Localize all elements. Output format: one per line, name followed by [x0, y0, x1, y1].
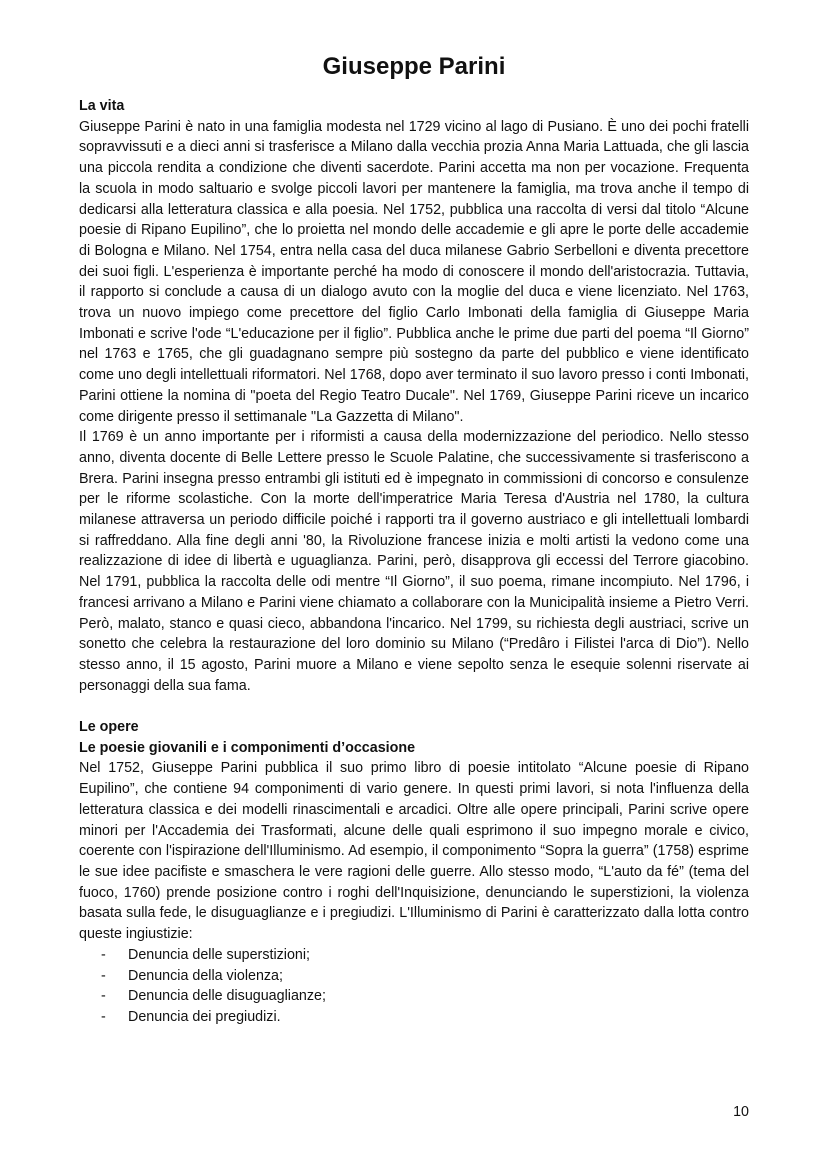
section-heading-opere: Le opere	[79, 719, 139, 736]
page-number: 10	[733, 1104, 749, 1120]
paragraph-vita-1: Giuseppe Parini è nato in una famiglia modesta nel 1729 vicino al lago di Pusiano. È uno dei pochi fratelli sopravvissuti e a dieci anni si trasferisce a Milano dalla vecchia prozia Anna Maria Lattuada, che gli lascia una piccola rendita a condizione che diventi sacerdote. Parini accetta ma non per vocazione. Frequenta la scuola in modo saltuario e svolge piccoli lavori per mantenere la famiglia, ma trova anche il tempo di dedicarsi alla letteratura classica e alla poesia. Nel 1752, pubblica una raccolta di versi dal titolo “Alcune poesie di Ripano Eupilino”, che lo proietta nel mondo delle accademie e gli apre le porte delle accademie di Bologna e Milano. Nel 1754, entra nella casa del duca milanese Gabrio Serbelloni e diventa precettore dei suoi figli. L'esperienza è importante perché ha modo di conoscere il mondo dell'aristocrazia. Tuttavia, il rapporto si conclude a causa di un dialogo avuto con la moglie del duca e viene licenziato. Nel 1763, trova un nuovo impiego come precettore del figlio Carlo Imbonati della famiglia di Giuseppe Maria Imbonati e scrive l'ode “L'educazione per il figlio”. Pubblica anche le prime due parti del poema “Il Giorno” nel 1763 e 1765, che gli guadagnano sempre più sostegno da parte del pubblico e viene identificato come uno degli intellettuali riformatori. Nel 1768, dopo aver terminato il suo lavoro presso i conti Imbonati, Parini ottiene la nomina di "poeta del Regio Teatro Ducale". Nel 1769, Giuseppe Parini riceve un incarico come dirigente presso il settimanale "La Gazzetta di Milano".	[79, 118, 749, 425]
section-heading-vita: La vita	[79, 98, 125, 114]
paragraph-opere: Nel 1752, Giuseppe Parini pubblica il suo primo libro di poesie intitolato “Alcune poesie di Ripano Eupilino”, che contiene 94 componimenti di vario genere. In questi primi lavori, si nota l'influenza della letteratura classica e dei modelli rinascimentali e arcadici. Oltre alle opere principali, Parini scrive opere minori per l'Accademia dei Trasformati, alcune delle quali esprimono il suo impegno morale e civico, coerente con l'ispirazione dell'Illuminismo. Ad esempio, il componimento “Sopra la guerra” (1758) esprime le sue idee pacifiste e smaschera le vere ragioni delle guerre. Allo stesso modo, “L'auto da fé” (tema del fuoco, 1760) prende posizione contro i roghi dell'Inquisizione, denunciando le superstizioni, la violenza basata sulla fede, le disuguaglianze e i pregiudizi. L'Illuminismo di Parini è caratterizzato dalla lotta contro queste ingiustizie:	[79, 760, 749, 943]
list-item: - Denuncia delle superstizioni;	[79, 945, 749, 966]
page-title: Giuseppe Parini	[322, 53, 506, 80]
paragraph-vita-2: Il 1769 è un anno importante per i riformisti a causa della modernizzazione del periodico. Nello stesso anno, diventa docente di Belle Lettere presso le Scuole Palatine, che successivamente si trasferiscono a Brera. Parini insegna presso entrambi gli istituti ed è impegnato in commissioni di concorso e consulenze per le riforme scolastiche. Con la morte dell'imperatrice Maria Teresa d'Austria nel 1780, la cultura milanese attraversa un periodo difficile poiché i rapporti tra il governo austriaco e gli intellettuali lombardi si raffreddano. Alla fine degli anni '80, la Rivoluzione francese inizia e molti artisti la vedono come una realizzazione di idee di libertà e uguaglianza. Parini, però, disapprova gli eccessi del Terrore giacobino. Nel 1791, pubblica la raccolta delle odi mentre “Il Giorno”, il suo poema, rimane incompiuto. Nel 1796, i francesi arrivano a Milano e Parini viene chiamato a collaborare con la Municipalità insieme a Pietro Verri. Però, malato, stanco e quasi cieco, abbandona l'incarico. Nel 1799, su richiesta degli austriaci, scrive un sonetto che celebra la restaurazione del loro dominio su Milano (“Predâro i Filistei l'arca di Dio”). Nello stesso anno, il 15 agosto, Parini muore a Milano e viene sepolto senza le esequie solenni riservate ai personaggi della sua fama.	[79, 429, 749, 694]
subsection-heading-poesie-giovanili: Le poesie giovanili e i componimenti d’occasione	[79, 739, 416, 756]
denunce-list	[79, 945, 749, 1028]
list-item: - Denuncia dei pregiudizi.	[79, 1007, 749, 1028]
list-item: - Denuncia delle disuguaglianze;	[79, 986, 749, 1007]
list-item: - Denuncia della violenza;	[79, 966, 749, 987]
document-body	[79, 96, 749, 1028]
section-spacer	[79, 696, 749, 717]
